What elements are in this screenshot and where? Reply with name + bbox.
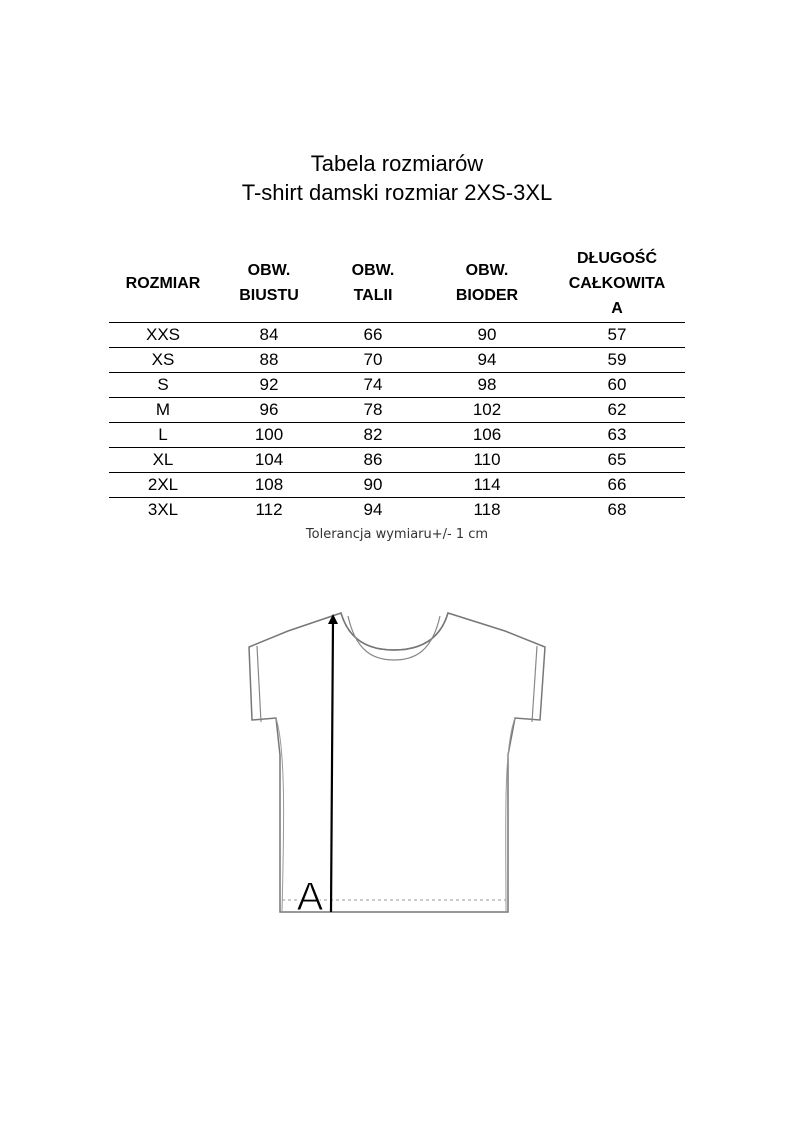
table-cell: 59 (549, 348, 685, 373)
table-cell: 90 (425, 323, 549, 348)
page-title: Tabela rozmiarów (310, 151, 484, 176)
table-cell: 74 (321, 373, 425, 398)
table-cell: M (109, 398, 217, 423)
header-hips: OBW. BIODER (425, 244, 549, 323)
table-cell: 112 (255, 500, 283, 519)
table-cell: 98 (425, 373, 549, 398)
table-row (109, 398, 685, 423)
table-cell: 118 (473, 500, 501, 519)
table-row (109, 323, 685, 348)
table-cell: 106 (425, 423, 549, 448)
table-cell: L (109, 423, 217, 448)
table-cell: 2XL (109, 473, 217, 498)
table-cell: 92 (217, 373, 321, 398)
table-cell: 94 (363, 500, 383, 519)
table-cell: 100 (217, 423, 321, 448)
table-cell: 3XL (147, 500, 179, 519)
right-sleeve-seam (532, 646, 537, 722)
table-row (109, 473, 685, 498)
page-subtitle: T-shirt damski rozmiar 2XS-3XL (241, 180, 553, 205)
table-cell: 65 (549, 448, 685, 473)
table-cell: 60 (549, 373, 685, 398)
table-cell: 84 (217, 323, 321, 348)
table-cell: 70 (321, 348, 425, 373)
table-cell: 82 (321, 423, 425, 448)
table-cell: 94 (425, 348, 549, 373)
table-cell: 78 (321, 398, 425, 423)
table-cell: 88 (217, 348, 321, 373)
table-row (109, 448, 685, 473)
tshirt-outline (249, 613, 545, 912)
table-cell: 86 (321, 448, 425, 473)
table-row (109, 373, 685, 398)
table-cell: 90 (321, 473, 425, 498)
length-arrow-line (331, 620, 333, 912)
table-cell: 63 (549, 423, 685, 448)
size-table (109, 244, 685, 522)
table-cell: 108 (217, 473, 321, 498)
tshirt-diagram (240, 600, 560, 930)
table-cell: 102 (425, 398, 549, 423)
header-bust: OBW. BIUSTU (217, 244, 321, 323)
table-cell: 57 (549, 323, 685, 348)
table-cell: XXS (109, 323, 217, 348)
right-side-seam (506, 718, 515, 912)
table-cell: 62 (549, 398, 685, 423)
table-row (109, 423, 685, 448)
table-cell: S (109, 373, 217, 398)
header-waist: OBW. TALII (321, 244, 425, 323)
table-cell: 114 (425, 473, 549, 498)
length-label-a: A (296, 875, 324, 919)
table-row (109, 348, 685, 373)
header-size: ROZMIAR (109, 244, 217, 323)
table-cell: 68 (607, 500, 627, 519)
size-table-header-row (109, 244, 685, 323)
table-cell: 66 (321, 323, 425, 348)
table-row (109, 498, 685, 523)
length-arrow-head (328, 614, 338, 624)
table-cell: XS (109, 348, 217, 373)
tolerance-note: Tolerancja wymiaru+/- 1 cm (305, 527, 489, 542)
table-cell: 96 (217, 398, 321, 423)
left-sleeve-seam (257, 646, 261, 722)
table-cell: 104 (217, 448, 321, 473)
neckline-inner (348, 616, 440, 660)
header-length: DŁUGOŚĆ CAŁKOWITA A (549, 244, 685, 323)
neckline (341, 613, 448, 650)
table-cell: 110 (425, 448, 549, 473)
table-cell: XL (109, 448, 217, 473)
table-cell: 66 (549, 473, 685, 498)
